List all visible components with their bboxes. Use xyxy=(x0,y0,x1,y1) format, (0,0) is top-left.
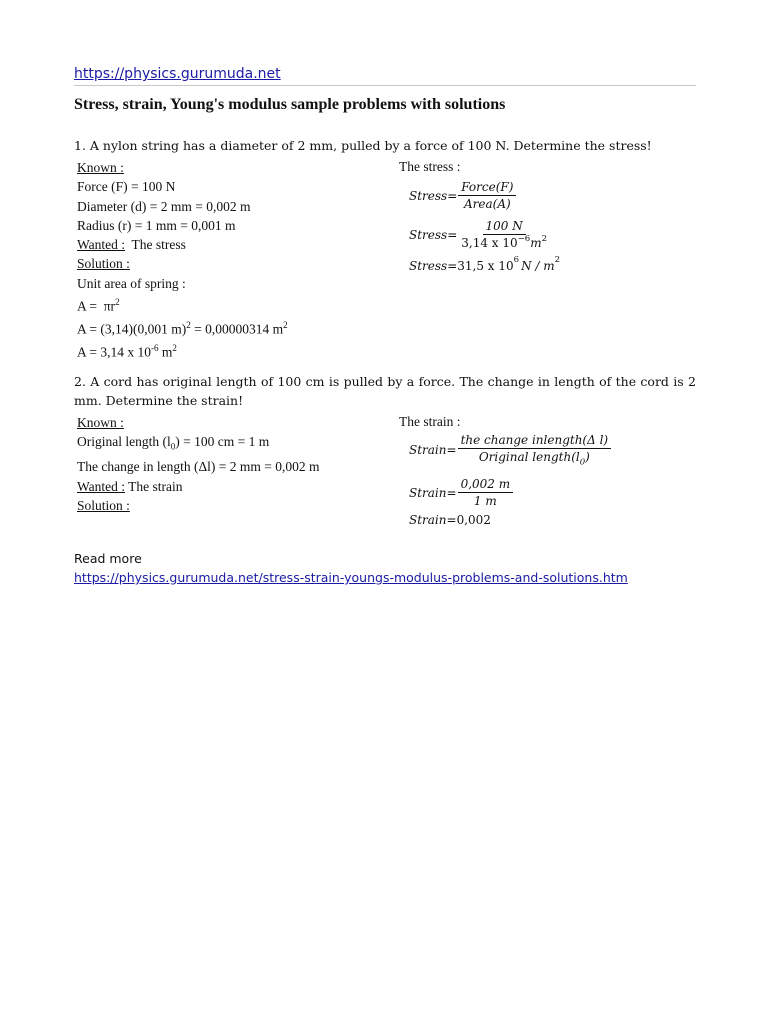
strain-equation-1: Strain = $\frac{\text{the change inlength(Δ l)}}{Original length(l_0)}$ xyxy=(409,433,611,467)
article-link[interactable]: https://physics.gurumuda.net/stress-strain-youngs-modulus-problems-and-solutions.htm xyxy=(74,570,628,585)
area-formula-a: $A = \pi r^2$ xyxy=(77,297,120,314)
stress-equation-2: Stress = $\frac{100 N}{3,14 x 10^{-6}m^2}$ xyxy=(409,219,547,250)
known-diameter: Diameter (d) = 2 mm = 0,002 m xyxy=(77,198,251,214)
problem-2-known-block xyxy=(77,413,320,515)
header-divider xyxy=(74,85,696,86)
problem-1-statement: 1. A nylon string has a diameter of 2 mm, pulled by a force of 100 N. Determine the stress! xyxy=(74,138,652,153)
wanted-label-2: Wanted : xyxy=(77,478,126,494)
read-more-label: Read more xyxy=(74,551,142,566)
wanted-value: The stress xyxy=(125,237,186,253)
solution-label-2: Solution : xyxy=(77,497,130,513)
known-label: Known : xyxy=(77,160,124,175)
known-change-length: The change in length (Δl) = 2 mm = 0,002 m xyxy=(77,459,320,475)
page-title: Stress, strain, Young's modulus sample problems with solutions xyxy=(74,96,506,113)
problem-1-known-block xyxy=(77,158,288,361)
known-label-2: Known : xyxy=(77,415,124,430)
area-formula-b: A = (3,14)(0,001 m)$^2$ = 0,00000314 $m^2$ xyxy=(77,319,288,337)
area-intro: Unit area of spring : xyxy=(77,275,186,291)
known-original-length: Original length $(l_0) = 100$ cm = 1 m xyxy=(77,434,270,452)
site-link[interactable]: https://physics.gurumuda.net xyxy=(74,66,281,82)
area-formula-c: A = 3,14 x $10^{-6}$ $m^2$ xyxy=(77,342,177,360)
solution-label: Solution : xyxy=(77,256,130,272)
stress-equation-1: Stress = $\frac{\text{Force(F)}}{\text{Area(A)}}$ xyxy=(409,180,516,211)
strain-label: The strain : xyxy=(399,414,461,429)
stress-equation-3: Stress = 31,5 x 10 6 N / m 2 xyxy=(409,255,561,273)
problem-2-statement-line-1: 2. A cord has original length of 100 cm is pulled by a force. The change in length of the cord is 2 xyxy=(74,374,696,389)
stress-label: The stress : xyxy=(399,159,461,174)
wanted-value-2: The strain xyxy=(125,478,183,494)
known-radius: Radius (r) = 1 mm = 0,001 m xyxy=(77,217,236,233)
wanted-label: Wanted : xyxy=(77,237,126,253)
strain-equation-2: Strain = $\frac{0,002 m}{1 m}$ xyxy=(409,477,513,508)
problem-2-statement-line-2: mm. Determine the strain! xyxy=(74,393,244,408)
known-force: Force (F) = 100 N xyxy=(77,179,176,195)
strain-equation-3: Strain = 0,002 xyxy=(409,513,491,527)
